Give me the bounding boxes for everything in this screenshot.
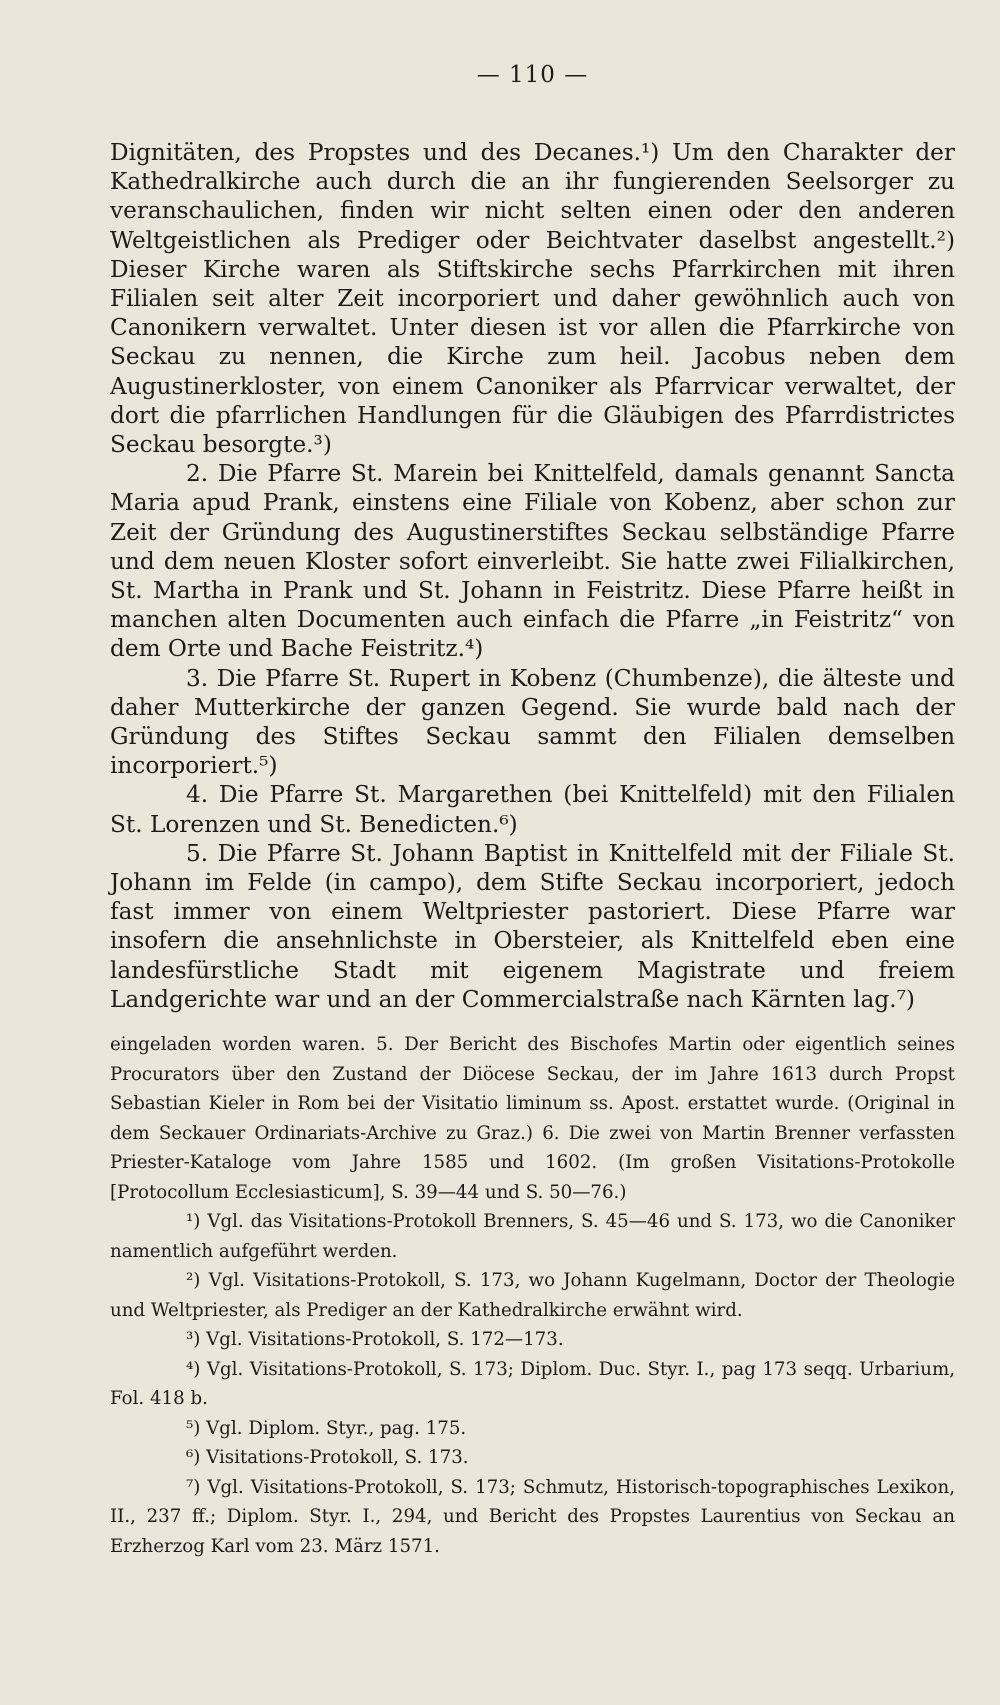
footnote-1: ¹) Vgl. das Visitations-Protokoll Brenners, S. 45—46 und S. 173, wo die Canoniker namentlich aufgeführt werden. [110, 1211, 955, 1262]
footnote-2: ²) Vgl. Visitations-Protokoll, S. 173, wo Johann Kugelmann, Doctor der Theologie und Weltpriester, als Prediger an der Kathedralkirche erwähnt wird. [110, 1270, 955, 1321]
footnote-5: ⁵) Vgl. Diplom. Styr., pag. 175. [186, 1417, 467, 1439]
footnote-7: ⁷) Vgl. Visitations-Protokoll, S. 173; Schmutz, Historisch-topographisches Lexikon, II., 237 ff.; Diplom. Styr. I., 294, und Bericht des Propstes Laurentius von Seckau an Erzherzog Karl vom 23. März 1571. [110, 1476, 955, 1557]
footnotes [110, 1030, 955, 1561]
paragraph-2: 2. Die Pfarre St. Marein bei Knittelfeld, damals genannt Sancta Maria apud Prank, einstens eine Filiale von Kobenz, aber schon zur Zeit der Gründung des Augustinerstiftes Seckau selbständige Pfarre und dem neuen Kloster sofort einverleibt. Sie hatte zwei Filialkirchen, St. Martha in Prank und St. Johann in Feistritz. Diese Pfarre heißt in manchen alten Documenten auch einfach die Pfarre „in Feistritz“ von dem Orte und Bache Feistritz.⁴) [110, 460, 955, 663]
footnote-continuation: eingeladen worden waren. 5. Der Bericht des Bischofes Martin oder eigentlich seines Procurators über den Zustand der Diöcese Seckau, der im Jahre 1613 durch Propst Sebastian Kieler in Rom bei der Visitatio liminum ss. Apost. erstattet wurde. (Original in dem Seckauer Ordinariats-Archive zu Graz.) 6. Die zwei von Martin Brenner verfassten Priester-Kataloge vom Jahre 1585 und 1602. (Im großen Visitations-Protokolle [Protocollum Ecclesiasticum], S. 39—44 und S. 50—76.) [110, 1034, 955, 1203]
paragraph-3: 3. Die Pfarre St. Rupert in Kobenz (Chumbenze), die älteste und daher Mutterkirche der ganzen Gegend. Sie wurde bald nach der Gründung des Stiftes Seckau sammt den Filialen demselben incorporiert.⁵) [110, 664, 955, 780]
footnote-6: ⁶) Visitations-Protokoll, S. 173. [186, 1447, 469, 1469]
footnote-3: ³) Vgl. Visitations-Protokoll, S. 172—173. [186, 1329, 564, 1351]
main-text [110, 138, 955, 1014]
page-number: — 110 — [476, 62, 589, 88]
footnote-4: ⁴) Vgl. Visitations-Protokoll, S. 173; Diplom. Duc. Styr. I., pag 173 seqq. Urbarium, Fol. 418 b. [110, 1358, 955, 1410]
paragraph-4: 4. Die Pfarre St. Margarethen (bei Knittelfeld) mit den Filialen St. Lorenzen und St. Benedicten.⁶) [110, 781, 955, 838]
paragraph-1: Dignitäten, des Propstes und des Decanes.¹) Um den Charakter der Kathedralkirche auch durch die an ihr fungierenden Seelsorger zu veranschaulichen, finden wir nicht selten einen oder den anderen Weltgeistlichen als Prediger oder Beichtvater daselbst angestellt.²) Dieser Kirche waren als Stiftskirche sechs Pfarrkirchen mit ihren Filialen seit alter Zeit incorporiert und daher gewöhnlich auch von Canonikern verwaltet. Unter diesen ist vor allen die Pfarrkirche von Seckau zu nennen, die Kirche zum heil. Jacobus neben dem Augustinerkloster, von einem Canoniker als Pfarrvicar verwaltet, der dort die pfarrlichen Handlungen für die Gläubigen des Pfarrdistrictes Seckau besorgte.³) [110, 139, 955, 459]
paragraph-5: 5. Die Pfarre St. Johann Baptist in Knittelfeld mit der Filiale St. Johann im Felde (in campo), dem Stifte Seckau incorporiert, jedoch fast immer von einem Weltpriester pastoriert. Diese Pfarre war insofern die ansehnlichste in Obersteier, als Knittelfeld eben eine landesfürstliche Stadt mit eigenem Magistrate und freiem Landgerichte war und an der Commercialstraße nach Kärnten lag.⁷) [110, 839, 955, 1013]
